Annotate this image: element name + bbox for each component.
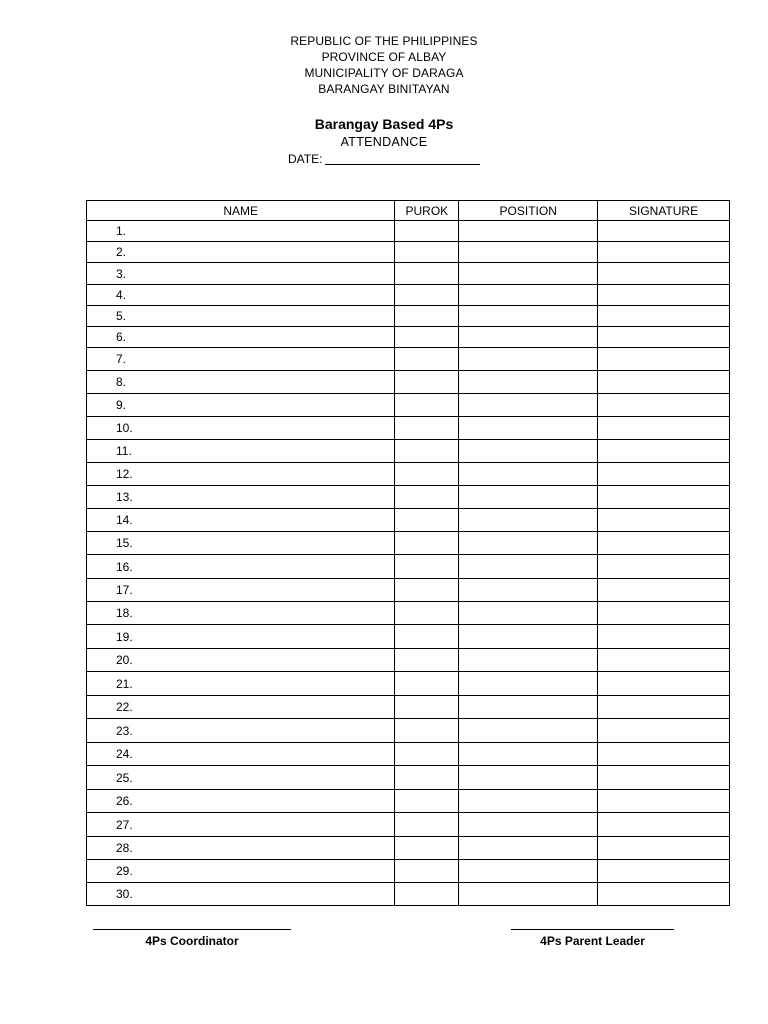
- table-row: [87, 860, 730, 883]
- purok-cell[interactable]: [395, 242, 459, 263]
- table-row: [87, 579, 730, 602]
- table-row: [87, 532, 730, 555]
- signature-cell[interactable]: [598, 743, 730, 766]
- position-cell[interactable]: [459, 813, 598, 837]
- position-cell[interactable]: [459, 602, 598, 625]
- position-cell[interactable]: [459, 263, 598, 285]
- table-row: [87, 221, 730, 242]
- signature-cell[interactable]: [598, 790, 730, 813]
- signature-cell[interactable]: [598, 486, 730, 509]
- row-number-cell: 3.: [87, 263, 395, 285]
- position-cell[interactable]: [459, 348, 598, 371]
- header-barangay: BARANGAY BINITAYAN: [318, 82, 450, 96]
- signature-cell[interactable]: [598, 371, 730, 394]
- purok-cell[interactable]: [395, 440, 459, 463]
- signature-cell[interactable]: [598, 649, 730, 672]
- header-municipality: MUNICIPALITY OF DARAGA: [304, 66, 464, 80]
- column-header-purok: PUROK: [395, 201, 459, 221]
- signature-cell[interactable]: [598, 509, 730, 532]
- position-cell[interactable]: [459, 672, 598, 696]
- row-number-cell: 13.: [87, 486, 395, 509]
- signature-line: [93, 929, 291, 930]
- position-cell[interactable]: [459, 532, 598, 555]
- position-cell[interactable]: [459, 417, 598, 440]
- signature-cell[interactable]: [598, 766, 730, 790]
- signature-cell[interactable]: [598, 463, 730, 486]
- purok-cell[interactable]: [395, 263, 459, 285]
- signature-cell[interactable]: [598, 860, 730, 883]
- position-cell[interactable]: [459, 860, 598, 883]
- position-cell[interactable]: [459, 463, 598, 486]
- position-cell[interactable]: [459, 486, 598, 509]
- table-row: [87, 486, 730, 509]
- signature-cell[interactable]: [598, 579, 730, 602]
- purok-cell[interactable]: [395, 417, 459, 440]
- row-number-cell: 26.: [87, 790, 395, 813]
- signature-cell[interactable]: [598, 348, 730, 371]
- purok-cell[interactable]: [395, 348, 459, 371]
- signature-line: [511, 929, 674, 930]
- row-number-cell: 7.: [87, 348, 395, 371]
- row-number-cell: 6.: [87, 327, 395, 348]
- row-number-cell: 22.: [87, 696, 395, 719]
- row-number-cell: 12.: [87, 463, 395, 486]
- row-number-cell: 11.: [87, 440, 395, 463]
- row-number-cell: 17.: [87, 579, 395, 602]
- row-number-cell: 9.: [87, 394, 395, 417]
- row-number-cell: 1.: [87, 221, 395, 242]
- column-header-name: NAME: [87, 201, 395, 221]
- signature-cell[interactable]: [598, 263, 730, 285]
- row-number-cell: 20.: [87, 649, 395, 672]
- signature-cell[interactable]: [598, 242, 730, 263]
- signature-cell[interactable]: [598, 306, 730, 327]
- row-number-cell: 4.: [87, 285, 395, 306]
- row-number-cell: 21.: [87, 672, 395, 696]
- row-number-cell: 24.: [87, 743, 395, 766]
- signature-cell[interactable]: [598, 221, 730, 242]
- signature-cell[interactable]: [598, 719, 730, 743]
- table-row: [87, 306, 730, 327]
- table-row: [87, 883, 730, 906]
- signature-cell[interactable]: [598, 813, 730, 837]
- signature-cell[interactable]: [598, 555, 730, 579]
- row-number-cell: 14.: [87, 509, 395, 532]
- attendance-table: [86, 200, 730, 906]
- date-label: DATE:: [288, 152, 323, 166]
- row-number-cell: 15.: [87, 532, 395, 555]
- purok-cell[interactable]: [395, 394, 459, 417]
- column-header-signature: SIGNATURE: [598, 201, 730, 221]
- row-number-cell: 2.: [87, 242, 395, 263]
- position-cell[interactable]: [459, 327, 598, 348]
- table-body: [87, 221, 730, 906]
- parent-leader-label: 4Ps Parent Leader: [540, 934, 645, 948]
- purok-cell[interactable]: [395, 327, 459, 348]
- table-row: [87, 790, 730, 813]
- position-cell[interactable]: [459, 649, 598, 672]
- signature-cell[interactable]: [598, 837, 730, 860]
- position-cell[interactable]: [459, 440, 598, 463]
- table-row: [87, 463, 730, 486]
- table-row: [87, 719, 730, 743]
- table-row: [87, 417, 730, 440]
- purok-cell[interactable]: [395, 625, 459, 649]
- document-subtitle: ATTENDANCE: [340, 135, 428, 149]
- purok-cell[interactable]: [395, 509, 459, 532]
- row-number-cell: 5.: [87, 306, 395, 327]
- signature-cell[interactable]: [598, 394, 730, 417]
- position-cell[interactable]: [459, 306, 598, 327]
- row-number-cell: 25.: [87, 766, 395, 790]
- table-row: [87, 555, 730, 579]
- purok-cell[interactable]: [395, 532, 459, 555]
- row-number-cell: 29.: [87, 860, 395, 883]
- table-row: [87, 696, 730, 719]
- signature-cell[interactable]: [598, 327, 730, 348]
- position-cell[interactable]: [459, 579, 598, 602]
- table-row: [87, 263, 730, 285]
- row-number-cell: 19.: [87, 625, 395, 649]
- date-blank-line: [325, 164, 480, 165]
- position-cell[interactable]: [459, 625, 598, 649]
- purok-cell[interactable]: [395, 837, 459, 860]
- purok-cell[interactable]: [395, 790, 459, 813]
- coordinator-label: 4Ps Coordinator: [145, 934, 239, 948]
- position-cell[interactable]: [459, 371, 598, 394]
- purok-cell[interactable]: [395, 743, 459, 766]
- position-cell[interactable]: [459, 883, 598, 906]
- position-cell[interactable]: [459, 766, 598, 790]
- date-field: [288, 151, 322, 167]
- table-header-row: [87, 201, 730, 221]
- table-row: [87, 743, 730, 766]
- row-number-cell: 10.: [87, 417, 395, 440]
- signature-cell[interactable]: [598, 602, 730, 625]
- row-number-cell: 16.: [87, 555, 395, 579]
- coordinator-signature-block: [93, 929, 291, 949]
- position-cell[interactable]: [459, 719, 598, 743]
- purok-cell[interactable]: [395, 649, 459, 672]
- document-title: Barangay Based 4Ps: [314, 116, 454, 132]
- row-number-cell: 28.: [87, 837, 395, 860]
- purok-cell[interactable]: [395, 579, 459, 602]
- table-row: [87, 625, 730, 649]
- position-cell[interactable]: [459, 509, 598, 532]
- purok-cell[interactable]: [395, 602, 459, 625]
- purok-cell[interactable]: [395, 696, 459, 719]
- purok-cell[interactable]: [395, 285, 459, 306]
- signature-cell[interactable]: [598, 625, 730, 649]
- signature-cell[interactable]: [598, 883, 730, 906]
- purok-cell[interactable]: [395, 371, 459, 394]
- table-row: [87, 837, 730, 860]
- signature-cell[interactable]: [598, 696, 730, 719]
- header-province: PROVINCE OF ALBAY: [321, 50, 447, 64]
- row-number-cell: 18.: [87, 602, 395, 625]
- table-row: [87, 242, 730, 263]
- purok-cell[interactable]: [395, 555, 459, 579]
- purok-cell[interactable]: [395, 883, 459, 906]
- position-cell[interactable]: [459, 242, 598, 263]
- table-row: [87, 371, 730, 394]
- purok-cell[interactable]: [395, 306, 459, 327]
- table-row: [87, 602, 730, 625]
- row-number-cell: 8.: [87, 371, 395, 394]
- table-row: [87, 348, 730, 371]
- parent-leader-signature-block: [511, 929, 674, 949]
- position-cell[interactable]: [459, 743, 598, 766]
- header-republic: REPUBLIC OF THE PHILIPPINES: [290, 34, 478, 48]
- signature-cell[interactable]: [598, 672, 730, 696]
- table-row: [87, 813, 730, 837]
- position-cell[interactable]: [459, 837, 598, 860]
- table-row: [87, 285, 730, 306]
- table-row: [87, 440, 730, 463]
- signature-cell[interactable]: [598, 440, 730, 463]
- position-cell[interactable]: [459, 285, 598, 306]
- purok-cell[interactable]: [395, 813, 459, 837]
- signature-cell[interactable]: [598, 532, 730, 555]
- table-row: [87, 766, 730, 790]
- position-cell[interactable]: [459, 555, 598, 579]
- purok-cell[interactable]: [395, 766, 459, 790]
- position-cell[interactable]: [459, 696, 598, 719]
- purok-cell[interactable]: [395, 719, 459, 743]
- position-cell[interactable]: [459, 790, 598, 813]
- position-cell[interactable]: [459, 394, 598, 417]
- signature-cell[interactable]: [598, 417, 730, 440]
- purok-cell[interactable]: [395, 463, 459, 486]
- position-cell[interactable]: [459, 221, 598, 242]
- table-row: [87, 327, 730, 348]
- row-number-cell: 27.: [87, 813, 395, 837]
- signature-cell[interactable]: [598, 285, 730, 306]
- column-header-position: POSITION: [459, 201, 598, 221]
- table-row: [87, 509, 730, 532]
- table-row: [87, 672, 730, 696]
- table-row: [87, 649, 730, 672]
- table-row: [87, 394, 730, 417]
- purok-cell[interactable]: [395, 221, 459, 242]
- purok-cell[interactable]: [395, 860, 459, 883]
- row-number-cell: 30.: [87, 883, 395, 906]
- row-number-cell: 23.: [87, 719, 395, 743]
- purok-cell[interactable]: [395, 672, 459, 696]
- purok-cell[interactable]: [395, 486, 459, 509]
